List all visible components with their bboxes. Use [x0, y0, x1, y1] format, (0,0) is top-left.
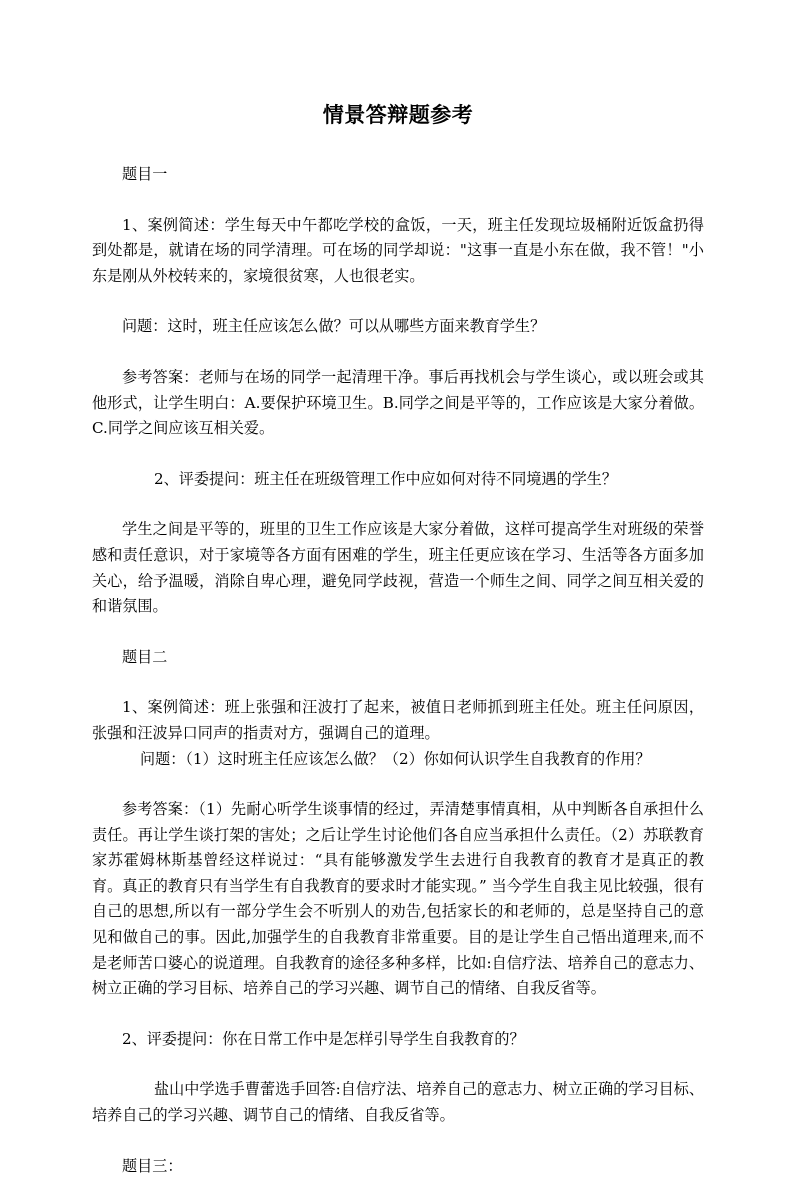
spacer [92, 1052, 704, 1077]
spacer [92, 772, 704, 797]
page-title: 情景答辩题参考 [322, 103, 474, 127]
section-2-paragraph-1: 1、案例简述：班上张强和汪波打了起来，被值日老师抓到班主任处。班主任问原因，张强和汪波异口同声的指责对方，强调自己的道理。 [92, 698, 704, 742]
spacer [92, 620, 704, 645]
spacer [92, 1002, 704, 1027]
spacer [92, 130, 704, 162]
section-2-paragraph-3: 参考答案：（1）先耐心听学生谈事情的经过，弄清楚事情真相，从中判断各自承担什么责任。再让学生谈打架的害处；之后让学生讨论他们各自应当承担什么责任。（2）苏联教育家苏霍姆林斯基曾经这样说过：“具有能够激发学生去进行自我教育的教育才是真正的教育。真正的教育只有当学生有自我教育的要求时才能实现。” 当今学生自我主见比较强，很有自己的思想,所以有一部分学生会不听别人的劝告,包括家长的和老师的，总是坚持自己的意见和做自己的事。因此,加强学生的自我教育非常重要。目的是让学生自己悟出道理来,而不是老师苦口婆心的说道理。自我教育的途径多种多样，比如:自信疗法、培养自己的意志力、树立正确的学习目标、培养自己的学习兴趣、调节自己的情绪、自我反省等。 [92, 800, 704, 998]
spacer [92, 188, 704, 213]
section-heading-2: 题目二 [122, 647, 168, 666]
spacer [92, 340, 704, 365]
section-2-paragraph-4: 2、评委提问：你在日常工作中是怎样引导学生自我教育的？ [122, 1029, 525, 1048]
spacer [92, 442, 704, 467]
section-1-paragraph-1: 1、案例简述：学生每天中午都吃学校的盒饭，一天，班主任发现垃圾桶附近饭盒扔得到处都是，就请在场的同学清理。可在场的同学却说："这事一直是小东在做，我不管！"小东是刚从外校转来的，家境很贫寒，人也很老实。 [92, 215, 704, 285]
section-2-paragraph-5: 盐山中学选手曹蕾选手回答:自信疗法、培养自己的意志力、树立正确的学习目标、培养自己的学习兴趣、调节自己的情绪、自我反省等。 [92, 1080, 704, 1125]
section-1-paragraph-4: 2、评委提问：班主任在班级管理工作中应如何对待不同境遇的学生？ [154, 469, 618, 488]
spacer [92, 670, 704, 695]
section-1-paragraph-2: 问题：这时，班主任应该怎么做？可以从哪些方面来教育学生？ [122, 317, 546, 336]
section-1-paragraph-5: 学生之间是平等的，班里的卫生工作应该是大家分着做，这样可提高学生对班级的荣誉感和责任意识，对于家境等各方面有困难的学生，班主任更应该在学习、生活等各方面多加关心，给予温暖，消除自卑心理，避免同学歧视，营造一个师生之间、同学之间互相关爱的和谐氛围。 [92, 520, 704, 616]
section-1-paragraph-3: 参考答案：老师与在场的同学一起清理干净。事后再找机会与学生谈心，或以班会或其他形式，让学生明白：A.要保护环境卫生。B.同学之间是平等的，工作应该是大家分着做。C.同学之间应该互相关爱。 [92, 367, 704, 438]
spacer [92, 1129, 704, 1154]
section-heading-3: 题目三： [122, 1156, 183, 1175]
spacer [92, 289, 704, 314]
document-body [92, 0, 704, 1179]
spacer [92, 492, 704, 517]
section-2-paragraph-2: 问题：（1）这时班主任应该怎么做？（2）你如何认识学生自我教育的作用？ [140, 749, 651, 768]
section-heading-1: 题目一 [122, 165, 168, 183]
